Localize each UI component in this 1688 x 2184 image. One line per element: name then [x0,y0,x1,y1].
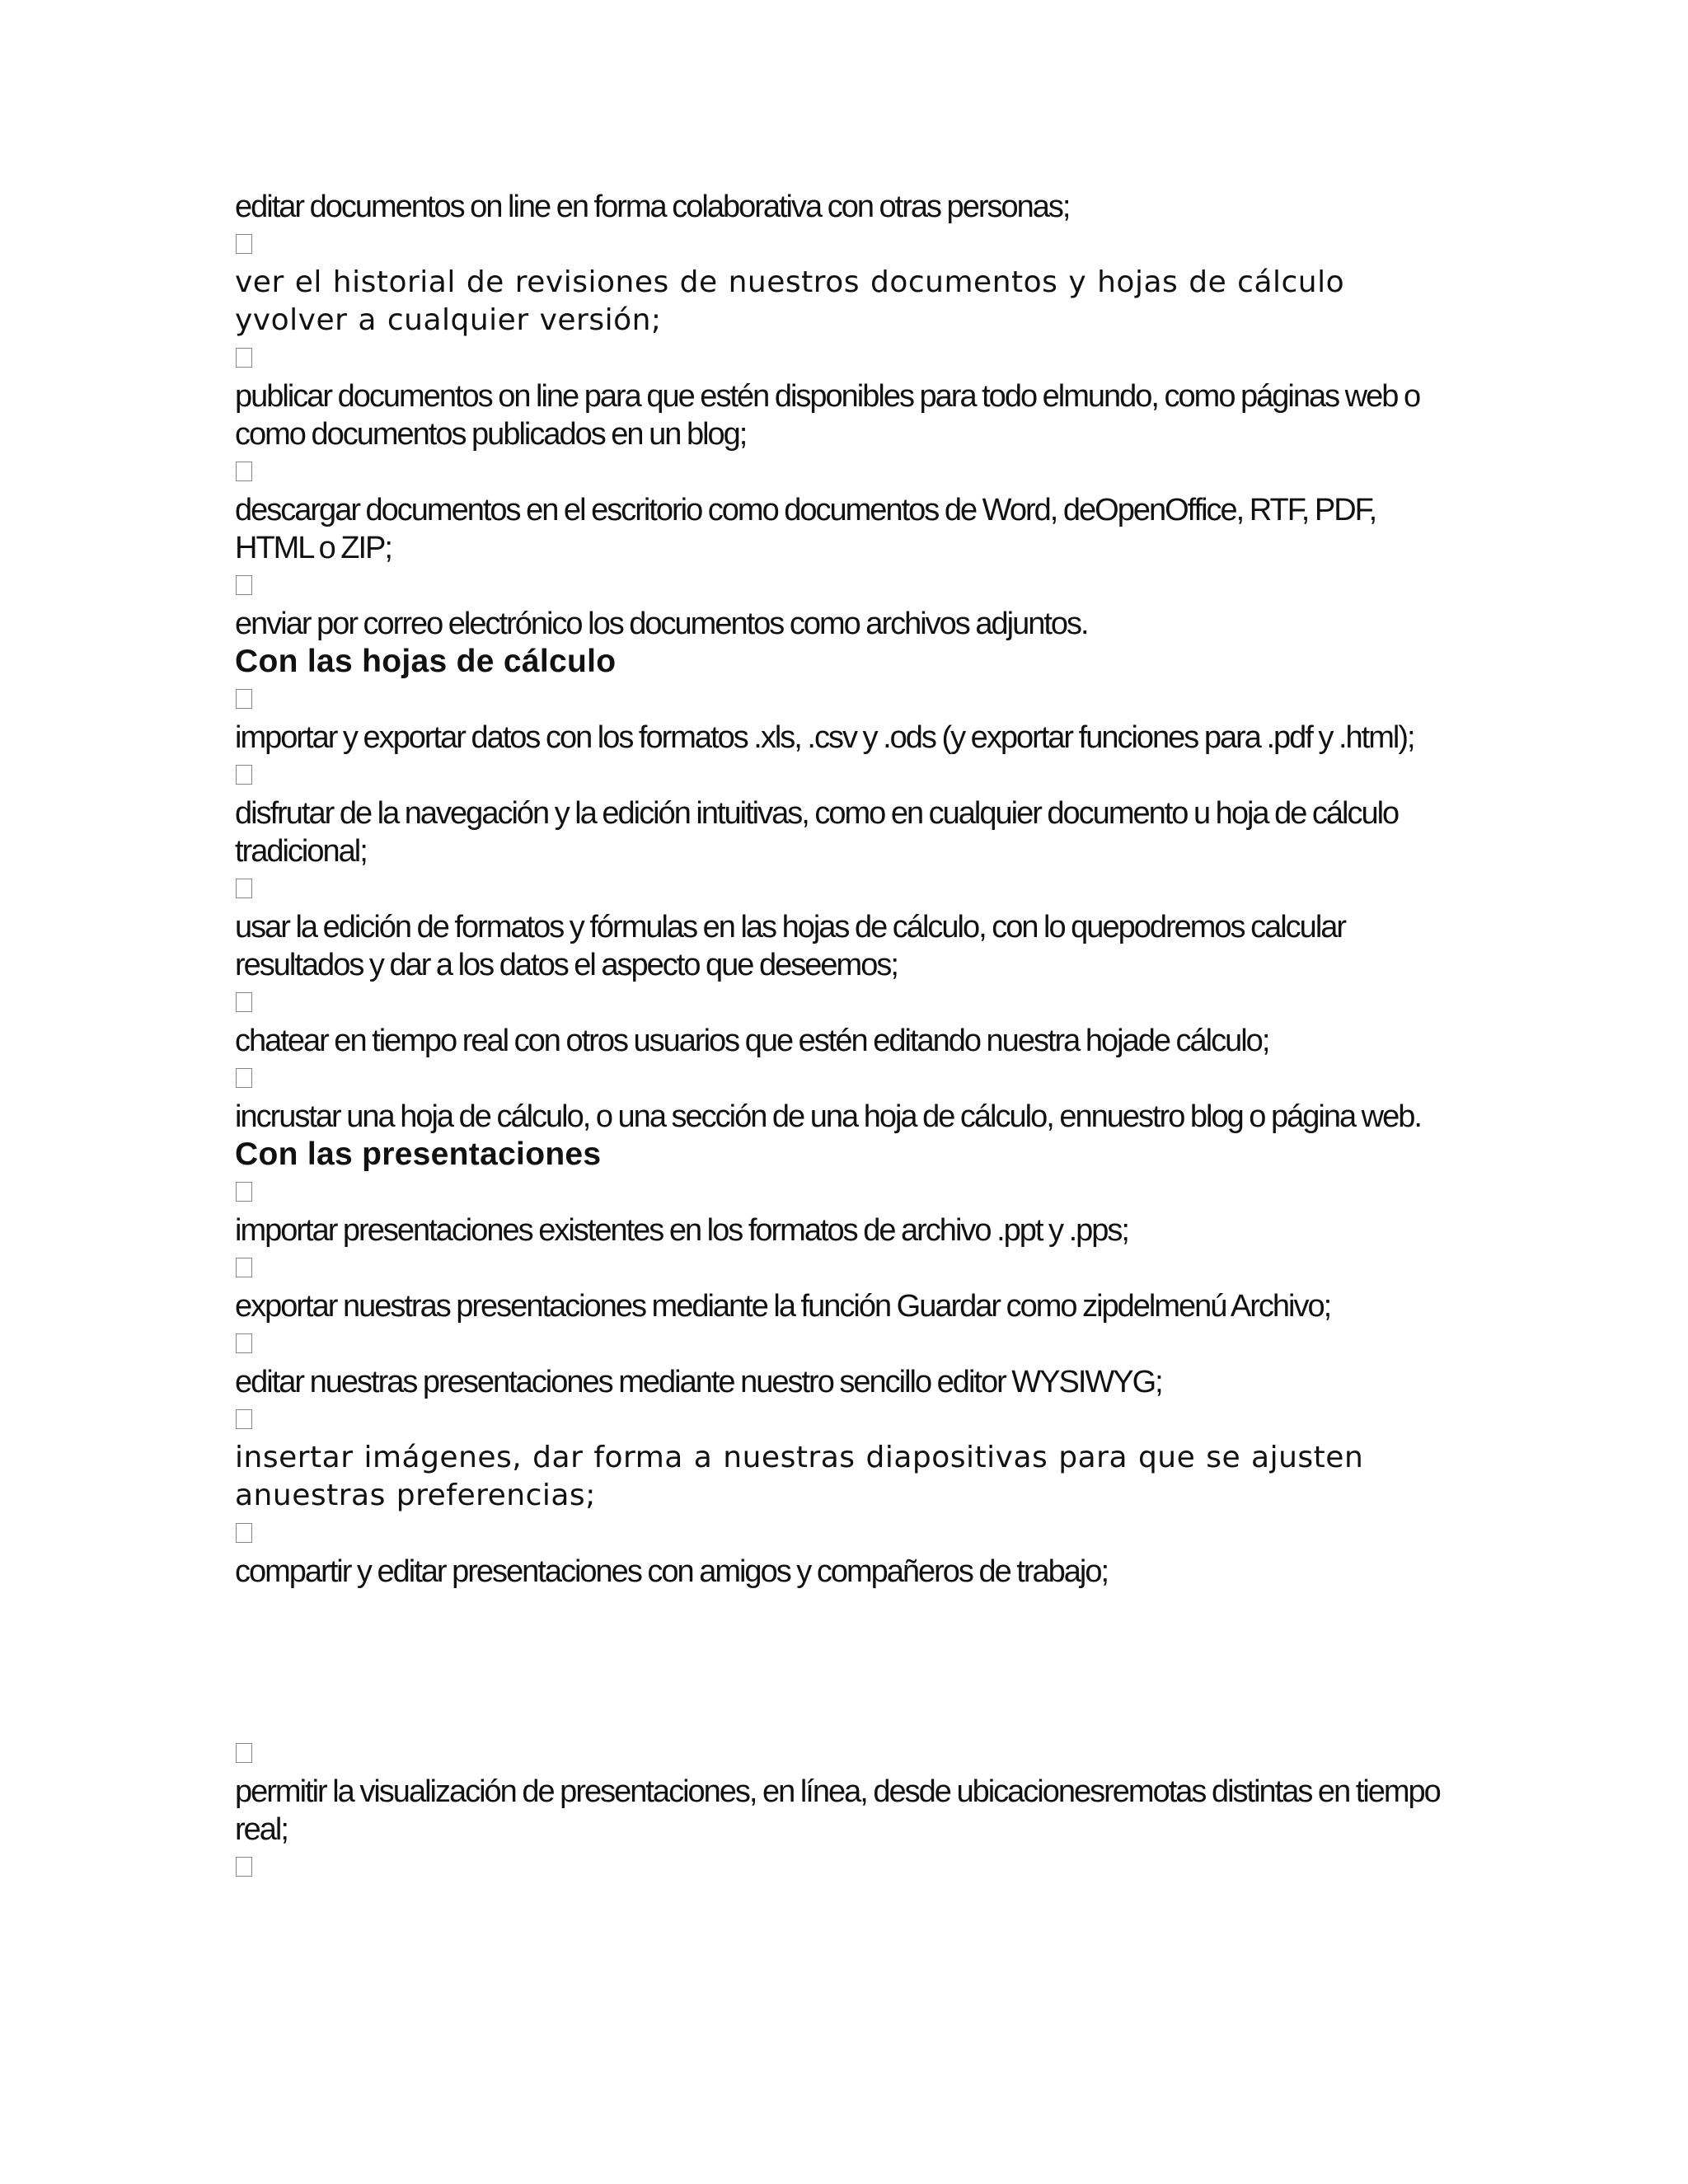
missing-glyph-icon [236,689,252,709]
missing-glyph-icon [236,879,252,898]
list-item-text: incrustar una hoja de cálculo, o una sección de una hoja de cálculo, ennuestro blog o página web. [235,1099,1421,1134]
bullet-marker [235,1735,1455,1773]
list-item-text: chatear en tiempo real con otros usuarios que estén editando nuestra hojade cálculo; [235,1024,1269,1058]
bullet-marker [235,1401,1455,1439]
missing-glyph-icon [236,575,252,595]
missing-glyph-icon [236,348,252,368]
section-heading-spreadsheets: Con las hojas de cálculo [235,644,617,679]
bullet-marker [235,453,1455,491]
list-item-text: importar presentaciones existentes en los formatos de archivo .ppt y .pps; [235,1213,1128,1248]
bullet-marker [235,340,1455,377]
bullet-marker [235,1174,1455,1212]
list-item-text: publicar documentos on line para que estén disponibles para todo elmundo, como páginas web o como documentos publicados en un blog; [235,379,1420,452]
missing-glyph-icon [236,1409,252,1429]
missing-glyph-icon [236,1857,252,1877]
list-item-text: permitir la visualización de presentaciones, en línea, desde ubicacionesremotas distintas en tiempo real; [235,1774,1440,1847]
list-item-text: exportar nuestras presentaciones mediante la función Guardar como zipdelmenú Archivo; [235,1289,1331,1324]
bullet-marker [235,984,1455,1022]
section-heading-presentations: Con las presentaciones [235,1137,602,1172]
bullet-marker [235,1325,1455,1363]
missing-glyph-icon [236,462,252,481]
list-item-text: importar y exportar datos con los formatos .xls, .csv y .ods (y exportar funciones para .pdf y .html); [235,720,1414,755]
list-item-text: compartir y editar presentaciones con amigos y compañeros de trabajo; [235,1554,1109,1589]
list-item-text: editar nuestras presentaciones mediante nuestro sencillo editor WYSIWYG; [235,1365,1162,1399]
missing-glyph-icon [236,1068,252,1088]
bullet-marker [235,757,1455,794]
missing-glyph-icon [236,1333,252,1353]
bullet-marker [235,567,1455,605]
missing-glyph-icon [236,765,252,785]
missing-glyph-icon [236,1258,252,1277]
bullet-marker [235,226,1455,264]
list-item-text: ver el historial de revisiones de nuestros documentos y hojas de cálculo yvolver a cualquier versión; [235,265,1345,337]
document-content [235,188,1455,1886]
page-break-gap [235,1591,1455,1735]
missing-glyph-icon [236,1743,252,1763]
bullet-marker [235,1060,1455,1098]
list-item-text: disfrutar de la navegación y la edición intuitivas, como en cualquier documento u hoja de cálculo tradicional; [235,796,1399,869]
missing-glyph-icon [236,1523,252,1543]
missing-glyph-icon [236,992,252,1012]
list-item-text: descargar documentos en el escritorio como documentos de Word, deOpenOffice, RTF, PDF, HTML o ZIP; [235,493,1376,565]
list-item-text: usar la edición de formatos y fórmulas en las hojas de cálculo, con lo quepodremos calcular resultados y dar a los datos el aspecto que deseemos; [235,910,1346,982]
bullet-marker [235,870,1455,908]
bullet-marker [235,1849,1455,1886]
missing-glyph-icon [236,234,252,254]
bullet-marker [235,1515,1455,1553]
bullet-marker [235,1249,1455,1287]
list-item-text: insertar imágenes, dar forma a nuestras diapositivas para que se ajusten anuestras preferencias; [235,1441,1364,1512]
list-item-text: enviar por correo electrónico los documentos como archivos adjuntos. [235,607,1088,641]
bullet-marker [235,681,1455,719]
missing-glyph-icon [236,1182,252,1202]
list-item-text: editar documentos on line en forma colaborativa con otras personas; [235,190,1070,224]
